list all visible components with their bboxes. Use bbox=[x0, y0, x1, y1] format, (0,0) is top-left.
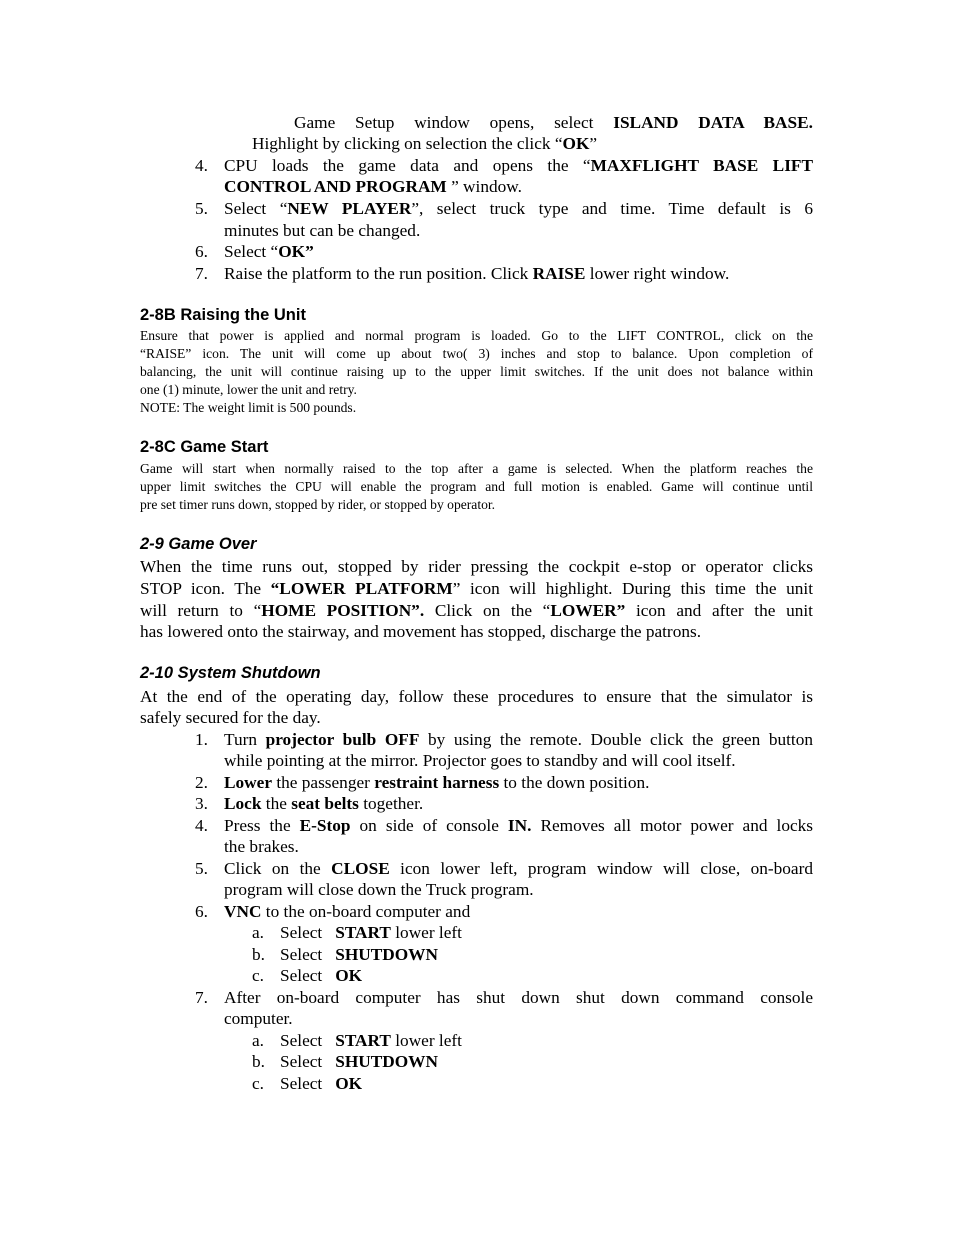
shutdown-step-7-line-1: After on-board computer has shut down shut down command console bbox=[224, 988, 813, 1007]
paragraph-line: At the end of the operating day, follow these procedures to ensure that the simulator is bbox=[140, 687, 813, 706]
list-item-6: Select “OK” bbox=[224, 242, 314, 261]
shutdown-step-2: Lower the passenger restraint harness to the down position. bbox=[224, 773, 650, 792]
shutdown-step-4-line-1: Press the E-Stop on side of console IN. Removes all motor power and locks bbox=[224, 816, 813, 835]
section-heading-2-8b: 2-8B Raising the Unit bbox=[140, 306, 306, 324]
list-item-4-line-1: CPU loads the game data and opens the “MAXFLIGHT BASE LIFT bbox=[224, 156, 814, 175]
paragraph-line: Game will start when normally raised to the top after a game is selected. When the platform reaches the bbox=[140, 461, 813, 476]
sub-item: Select OK bbox=[280, 966, 363, 985]
paragraph-line: STOP icon. The “LOWER PLATFORM” icon will highlight. During this time the unit bbox=[140, 579, 813, 598]
paragraph-line: When the time runs out, stopped by rider pressing the cockpit e-stop or operator clicks bbox=[140, 557, 813, 576]
sub-item-letter: b. bbox=[252, 1052, 265, 1071]
sub-item-letter: a. bbox=[252, 923, 264, 942]
setup-line-2: Highlight by clicking on selection the click “OK” bbox=[252, 134, 598, 153]
section-heading-2-8c: 2-8C Game Start bbox=[140, 438, 269, 456]
sub-item: Select SHUTDOWN bbox=[280, 1052, 438, 1071]
paragraph-line: Ensure that power is applied and normal program is loaded. Go to the LIFT CONTROL, click on the bbox=[140, 328, 813, 343]
sub-item-letter: c. bbox=[252, 966, 264, 985]
paragraph-line: pre set timer runs down, stopped by rider, or stopped by operator. bbox=[140, 497, 496, 512]
shutdown-step-6: VNC to the on-board computer and bbox=[224, 902, 471, 921]
shutdown-step-1-line-1: Turn projector bulb OFF by using the remote. Double click the green button bbox=[224, 730, 813, 749]
list-item-4-line-2: CONTROL AND PROGRAM ” window. bbox=[224, 177, 522, 196]
paragraph-line: safely secured for the day. bbox=[140, 708, 321, 727]
shutdown-step-1-line-2: while pointing at the mirror. Projector goes to standby and will cool itself. bbox=[224, 751, 736, 770]
sub-item-letter: a. bbox=[252, 1031, 264, 1050]
setup-line-1: Game Setup window opens, select ISLAND DATA BASE. bbox=[294, 113, 813, 132]
paragraph-line: balancing, the unit will continue raising up to the upper limit switches. If the unit does not balance within bbox=[140, 364, 813, 379]
shutdown-step-5-line-1: Click on the CLOSE icon lower left, program window will close, on-board bbox=[224, 859, 813, 878]
shutdown-step-5-line-2: program will close down the Truck program. bbox=[224, 880, 534, 899]
sub-item-letter: b. bbox=[252, 945, 265, 964]
document-page: Game Setup window opens, select ISLAND DATA BASE. Highlight by clicking on selection the click “OK” 4. CPU loads the game data and opens the “MAXFLIGHT BASE LIFT CONTROL AND PROGRAM ” window. 5. Select “NEW PLAYER”, select truck type and time. Time default is 6 minutes but can be changed. 6. Select “OK” 7. Raise the platform to the run position. Click RAISE lower right window. 2-8B Raising the Unit Ensure that power is applied and normal program is loaded. Go to the LIFT CONTROL, click on the “RAISE” icon. The unit will come up about two( 3) inches and stop to balance. Upon completion of balancing, the unit will continue raising up to the upper limit switches. If the unit does not balance within one (1) minute, lower the unit and retry. NOTE: The weight limit is 500 pounds. 2-8C Game Start Game will start when normally raised to the top after a game is selected. When the platform reaches the upper limit switches the CPU will enable the program and full motion is enabled. Game will continue until pre set timer runs down, stopped by rider, or stopped by operator. 2-9 Game Over When the time runs out, stopped by rider pressing the cockpit e-stop or operator clicks STOP icon. The “LOWER PLATFORM” icon will highlight. During this time the unit will return to “HOME POSITION”. Click on the “LOWER” icon and after the unit has lowered onto the stairway, and movement has stopped, discharge the patrons. 2-10 System Shutdown At the end of the operating day, follow these procedures to ensure that the simulator is safely secured for the day. 1. Turn projector bulb OFF by using the remote. Double click the green button while pointing at the mirror. Projector goes to standby and will cool itself. 2. Lower the passenger restraint harness to the down position. 3. Lock the seat belts together. 4. Press the E-Stop on side of console IN. Removes all motor power and locks the brakes. 5. Click on the CLOSE icon lower left, program window will close, on-board program will close down the Truck program. 6. VNC to the on-board computer and a. Select START lower left b. Select SHUTDOWN c. Select OK 7. After on-board computer has shut down shut down command console computer. a. Select START lower left b. Select SHUTDOWN c. Select OK bbox=[140, 113, 814, 1093]
sub-item-letter: c. bbox=[252, 1074, 264, 1093]
note-line: NOTE: The weight limit is 500 pounds. bbox=[140, 400, 357, 415]
sub-item: Select START lower left bbox=[280, 1031, 462, 1050]
paragraph-line: upper limit switches the CPU will enable the program and full motion is enabled. Game will continue until bbox=[140, 479, 813, 494]
sub-item: Select START lower left bbox=[280, 923, 462, 942]
list-item-5-line-1: Select “NEW PLAYER”, select truck type and time. Time default is 6 bbox=[224, 199, 814, 218]
paragraph-line: will return to “HOME POSITION”. Click on the “LOWER” icon and after the unit bbox=[140, 601, 813, 620]
shutdown-step-4-line-2: the brakes. bbox=[224, 837, 299, 856]
paragraph-line: one (1) minute, lower the unit and retry. bbox=[140, 382, 357, 397]
list-item-7: Raise the platform to the run position. Click RAISE lower right window. bbox=[224, 264, 730, 283]
shutdown-step-3: Lock the seat belts together. bbox=[224, 794, 424, 813]
shutdown-step-7-line-2: computer. bbox=[224, 1009, 293, 1028]
sub-item: Select OK bbox=[280, 1074, 363, 1093]
section-heading-2-9: 2-9 Game Over bbox=[140, 535, 257, 553]
paragraph-line: has lowered onto the stairway, and movement has stopped, discharge the patrons. bbox=[140, 622, 702, 641]
list-item-5-line-2: minutes but can be changed. bbox=[224, 221, 421, 240]
section-heading-2-10: 2-10 System Shutdown bbox=[140, 664, 321, 682]
paragraph-line: “RAISE” icon. The unit will come up about two( 3) inches and stop to balance. Upon completion of bbox=[140, 346, 813, 361]
sub-item: Select SHUTDOWN bbox=[280, 945, 438, 964]
